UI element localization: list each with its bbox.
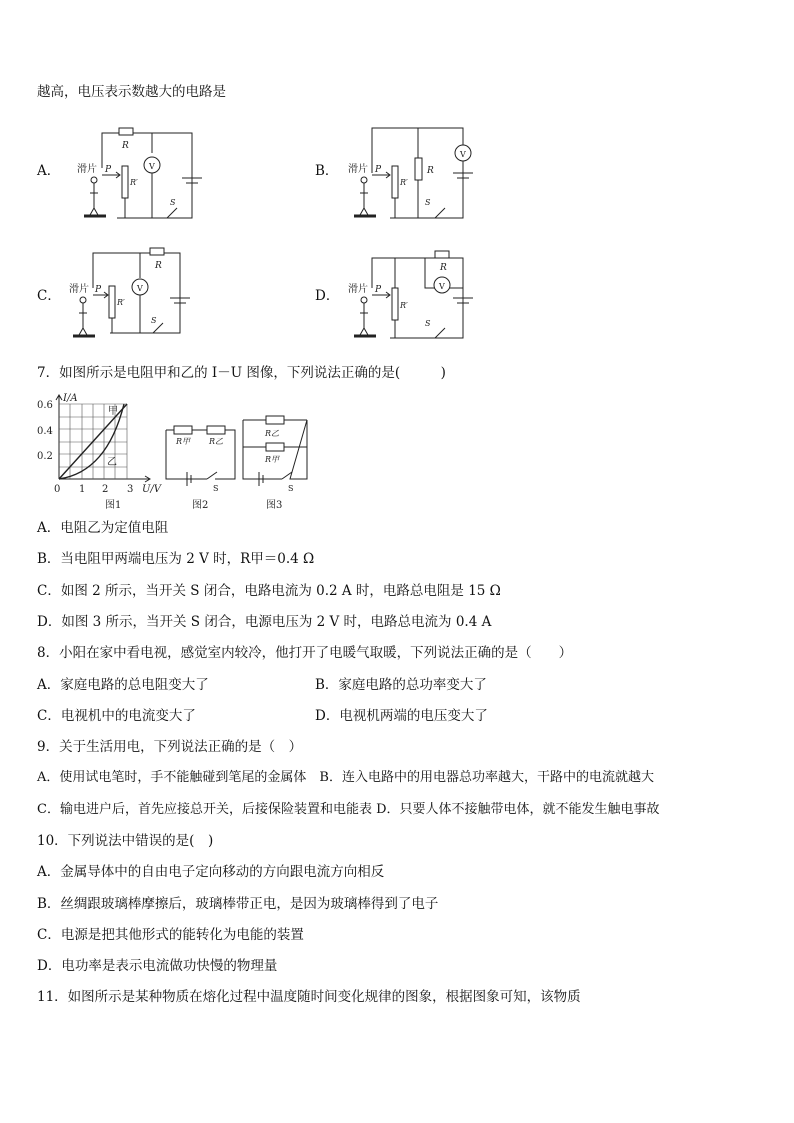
label-r-prime: R′ (117, 298, 125, 307)
label-slider: 滑片 (348, 164, 368, 175)
y-axis (56, 395, 62, 479)
xtick-1: 1 (79, 484, 86, 495)
label-r: R (427, 166, 434, 176)
fig3-s: S (288, 484, 294, 493)
label-v: V (460, 150, 466, 159)
label-r-prime: R′ (130, 178, 138, 187)
graph-ylabel: I/A (63, 393, 78, 404)
label-slider: 滑片 (77, 164, 97, 175)
q6-option-d-label: D． (315, 288, 340, 304)
xtick-2: 2 (102, 484, 109, 495)
label-p: P (375, 165, 382, 175)
circuit-diagram-b (345, 123, 475, 223)
question-8-stem: 8．小阳在家中看电视，感觉室内较冷，他打开了电暖气取暖，下列说法正确的是（ ） (37, 645, 573, 661)
fig3-r-yi: R乙 (265, 429, 280, 438)
q8-option-b: B．家庭电路的总功率变大了 (315, 677, 487, 693)
label-p: P (105, 165, 112, 175)
q6-option-a-label: A． (37, 163, 61, 179)
label-slider: 滑片 (69, 284, 89, 295)
label-yi: 乙 (107, 457, 117, 468)
circuit-diagram-c (65, 243, 210, 343)
ytick-0-4: 0.4 (37, 426, 53, 437)
q9-options-line-2: C．输电进户后，首先应接总开关，后接保险装置和电能表 D．只要人体不接触带电体，就不能发生触电事故 (37, 802, 660, 817)
ytick-0-6: 0.6 (37, 400, 53, 411)
fig2-r-jia: R甲 (176, 437, 191, 446)
label-p: P (375, 285, 382, 295)
label-s: S (425, 319, 431, 328)
q10-option-c: C．电源是把其他形式的能转化为电能的装置 (37, 927, 304, 943)
question-9-stem: 9．关于生活用电，下列说法正确的是（ ） (37, 739, 303, 755)
q8-option-a: A．家庭电路的总电阻变大了 (37, 677, 209, 693)
label-v: V (137, 284, 143, 293)
x-axis (59, 476, 150, 482)
label-r: R (155, 261, 162, 271)
fig3-caption: 图3 (266, 500, 283, 511)
q7-option-c: C．如图 2 所示，当开关 S 闭合，电路电流为 0.2 A 时，电路总电阻是 15 Ω (37, 583, 501, 599)
fig3-r-jia: R甲 (265, 455, 280, 464)
label-v: V (439, 282, 445, 291)
label-r-prime: R′ (400, 178, 408, 187)
q10-option-d: D．电功率是表示电流做功快慢的物理量 (37, 958, 278, 974)
q9-options-line-1: A．使用试电笔时，手不能触碰到笔尾的金属体 B．连入电路中的用电器总功率越大，干路中的电流就越大 (37, 770, 654, 785)
label-p: P (95, 285, 102, 295)
q8-option-d: D．电视机两端的电压变大了 (315, 708, 488, 724)
fig2-r-yi: R乙 (209, 437, 224, 446)
label-r-prime: R′ (400, 301, 408, 310)
fig2-caption: 图2 (192, 500, 209, 511)
question-10-stem: 10．下列说法中错误的是( ) (37, 833, 214, 849)
label-s: S (425, 198, 431, 207)
label-v: V (149, 162, 155, 171)
question-6-continuation: 越高，电压表示数越大的电路是 (37, 84, 226, 100)
circuit-diagram-a (72, 123, 207, 223)
q7-option-d: D．如图 3 所示，当开关 S 闭合，电源电压为 2 V 时，电路总电流为 0.4 A (37, 614, 492, 630)
q6-option-b-label: B． (315, 163, 339, 179)
fig1-caption: 图1 (105, 500, 122, 511)
fig2-s: S (213, 484, 219, 493)
q7-option-a: A．电阻乙为定值电阻 (37, 520, 169, 536)
question-7-stem: 7．如图所示是电阻甲和乙的 I－U 图像，下列说法正确的是( ) (37, 365, 446, 381)
q6-option-c-label: C． (37, 288, 61, 304)
ytick-0-2: 0.2 (37, 451, 53, 462)
label-r: R (122, 141, 129, 151)
label-s: S (170, 198, 176, 207)
q10-option-b: B．丝绸跟玻璃棒摩擦后，玻璃棒带正电，是因为玻璃棒得到了电子 (37, 896, 439, 912)
label-s: S (151, 316, 157, 325)
q7-option-b: B．当电阻甲两端电压为 2 V 时，R甲＝0.4 Ω (37, 551, 315, 567)
graph-xlabel: U/V (142, 484, 162, 495)
xtick-3: 3 (127, 484, 134, 495)
xtick-0: 0 (54, 484, 61, 495)
label-r: R (440, 263, 447, 273)
label-jia: 甲 (108, 406, 118, 417)
q7-figures (37, 392, 312, 512)
circuit-diagram-d (345, 243, 475, 343)
q10-option-a: A．金属导体中的自由电子定向移动的方向跟电流方向相反 (37, 864, 385, 880)
q8-option-c: C．电视机中的电流变大了 (37, 708, 196, 724)
question-11-stem: 11．如图所示是某种物质在熔化过程中温度随时间变化规律的图象，根据图象可知，该物质 (37, 989, 581, 1005)
label-slider: 滑片 (348, 284, 368, 295)
